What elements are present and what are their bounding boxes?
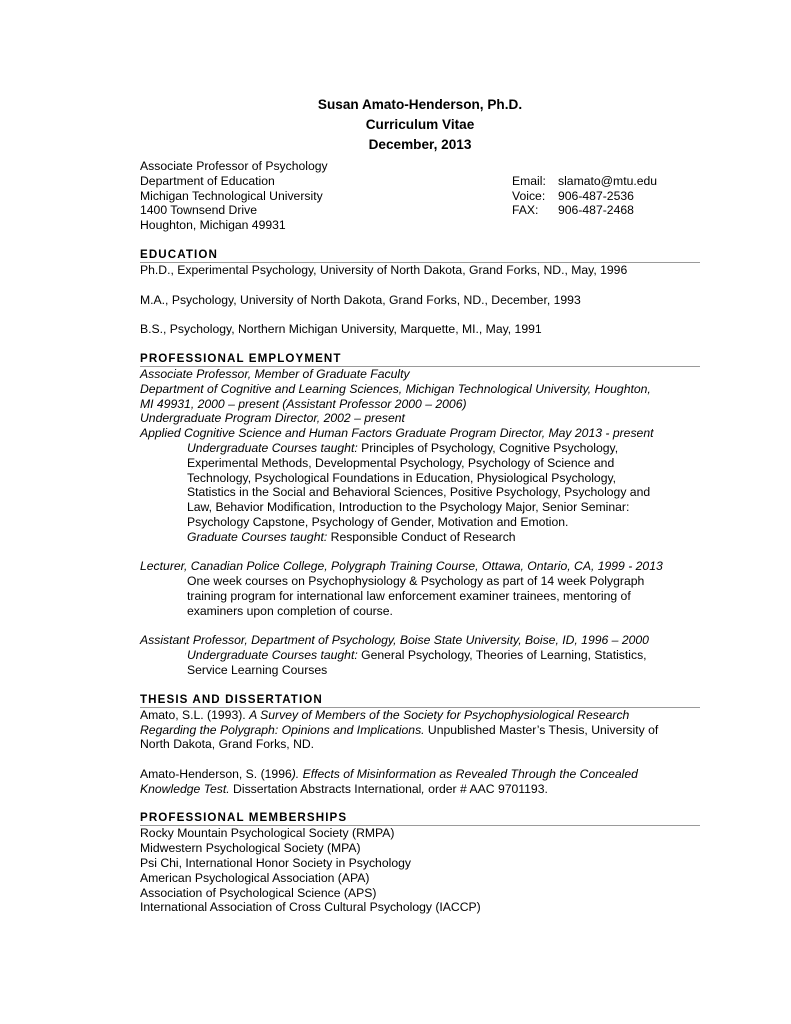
- courses-text: Principles of Psychology, Cognitive Psychology,: [357, 440, 619, 455]
- voice-row: [512, 189, 657, 204]
- job-title-line: Applied Cognitive Science and Human Factors Graduate Program Director, May 2013 - present: [140, 426, 654, 441]
- membership-item: Midwestern Psychological Society (MPA): [140, 841, 361, 856]
- job-description-line: One week courses on Psychophysiology & Psychology as part of 14 week Polygraph: [187, 574, 645, 589]
- thesis-heading: THESIS AND DISSERTATION: [140, 692, 700, 708]
- voice-value: 906-487-2536: [558, 188, 634, 203]
- dissertation-details: Dissertation Abstracts International: [229, 781, 422, 796]
- address-block: [140, 159, 512, 233]
- education-item: Ph.D., Experimental Psychology, University of North Dakota, Grand Forks, ND., May, 1996: [140, 262, 628, 277]
- fax-row: [512, 203, 657, 218]
- courses-line: Technology, Psychological Foundations in Education, Physiological Psychology,: [187, 470, 617, 485]
- job-title-line: Assistant Professor, Department of Psychology, Boise State University, Boise, ID, 1996 – 2000: [140, 633, 649, 648]
- dissertation-author: Amato-Henderson, S. (1996: [140, 766, 292, 781]
- fax-value: 906-487-2468: [558, 203, 634, 218]
- job-title-line: Undergraduate Program Director, 2002 – present: [140, 411, 405, 426]
- thesis-title: A Survey of Members of the Society for Psychophysiological Research: [249, 707, 630, 722]
- job-title-line: Lecturer, Canadian Police College, Polygraph Training Course, Ottawa, Ontario, CA, 1999 - 2013: [140, 559, 663, 574]
- cv-header: [140, 95, 700, 155]
- thesis-line: [140, 723, 700, 738]
- job-description-line: training program for international law enforcement examiner trainees, mentoring of: [187, 588, 631, 603]
- grad-courses-label: Graduate Courses taught:: [187, 529, 328, 544]
- email-label: Email:: [512, 173, 546, 188]
- courses-line: Law, Behavior Modification, Introduction to the Psychology Major, Senior Seminar:: [187, 500, 630, 515]
- thesis-line: [140, 708, 700, 723]
- dissertation-line: [140, 767, 700, 782]
- author-name: Susan Amato-Henderson, Ph.D.: [317, 97, 523, 112]
- dissertation-comma: ,: [421, 781, 425, 796]
- courses-line: Experimental Methods, Developmental Psychology, Psychology of Science and: [187, 455, 615, 470]
- employment-heading: PROFESSIONAL EMPLOYMENT: [140, 351, 700, 367]
- courses-line: Service Learning Courses: [187, 662, 328, 677]
- address-line: Department of Education: [140, 173, 275, 188]
- thesis-title: Regarding the Polygraph: Opinions and Implications.: [140, 722, 425, 737]
- grad-courses-text: Responsible Conduct of Research: [327, 529, 516, 544]
- thesis-line: North Dakota, Grand Forks, ND.: [140, 737, 315, 752]
- address-line: Houghton, Michigan 49931: [140, 218, 286, 233]
- dissertation-title: Knowledge Test.: [140, 781, 230, 796]
- cv-content: [140, 95, 700, 915]
- address-line: 1400 Townsend Drive: [140, 203, 257, 218]
- membership-item: Association of Psychological Science (APS): [140, 885, 377, 900]
- contact-details: [512, 174, 657, 233]
- dissertation-order: order # AAC 9701193.: [424, 781, 548, 796]
- courses-label: Undergraduate Courses taught:: [187, 648, 358, 663]
- contact-block: [140, 159, 700, 233]
- address-line: Associate Professor of Psychology: [140, 159, 328, 173]
- education-item: M.A., Psychology, University of North Dakota, Grand Forks, ND., December, 1993: [140, 292, 581, 307]
- job-title-line: Associate Professor, Member of Graduate Faculty: [140, 366, 410, 381]
- voice-label: Voice:: [512, 188, 546, 203]
- dissertation-line: [140, 782, 700, 797]
- address-line: Michigan Technological University: [140, 188, 323, 203]
- job-description-line: examiners upon completion of course.: [187, 603, 393, 618]
- courses-line: Statistics in the Social and Behavioral Sciences, Positive Psychology, Psychology and: [187, 485, 651, 500]
- courses-line: [140, 648, 700, 663]
- memberships-heading: PROFESSIONAL MEMBERSHIPS: [140, 810, 700, 826]
- dissertation-title: ). Effects of Misinformation as Revealed Through the Concealed: [291, 766, 638, 781]
- job-title-line: Department of Cognitive and Learning Sciences, Michigan Technological University, Houghton,: [140, 381, 651, 396]
- education-heading: EDUCATION: [140, 247, 700, 263]
- courses-line: Psychology Capstone, Psychology of Gender, Motivation and Emotion.: [187, 514, 569, 529]
- thesis-details: Unpublished Master’s Thesis, University of: [424, 722, 659, 737]
- membership-item: Rocky Mountain Psychological Society (RMPA): [140, 826, 395, 841]
- membership-item: American Psychological Association (APA): [140, 870, 370, 885]
- email-value: slamato@mtu.edu: [558, 173, 658, 188]
- fax-label: FAX:: [512, 203, 539, 218]
- membership-item: International Association of Cross Cultural Psychology (IACCP): [140, 900, 481, 915]
- education-item: B.S., Psychology, Northern Michigan University, Marquette, MI., May, 1991: [140, 322, 542, 337]
- document-title: Curriculum Vitae: [365, 117, 475, 132]
- email-row: [512, 174, 657, 189]
- document-date: December, 2013: [368, 137, 472, 152]
- job-title-line: MI 49931, 2000 – present (Assistant Professor 2000 – 2006): [140, 396, 467, 411]
- membership-item: Psi Chi, International Honor Society in Psychology: [140, 856, 411, 871]
- courses-line: [140, 441, 700, 456]
- courses-text: General Psychology, Theories of Learning, Statistics,: [357, 648, 647, 663]
- grad-courses-line: [140, 530, 700, 545]
- thesis-author: Amato, S.L. (1993).: [140, 707, 250, 722]
- courses-label: Undergraduate Courses taught:: [187, 440, 358, 455]
